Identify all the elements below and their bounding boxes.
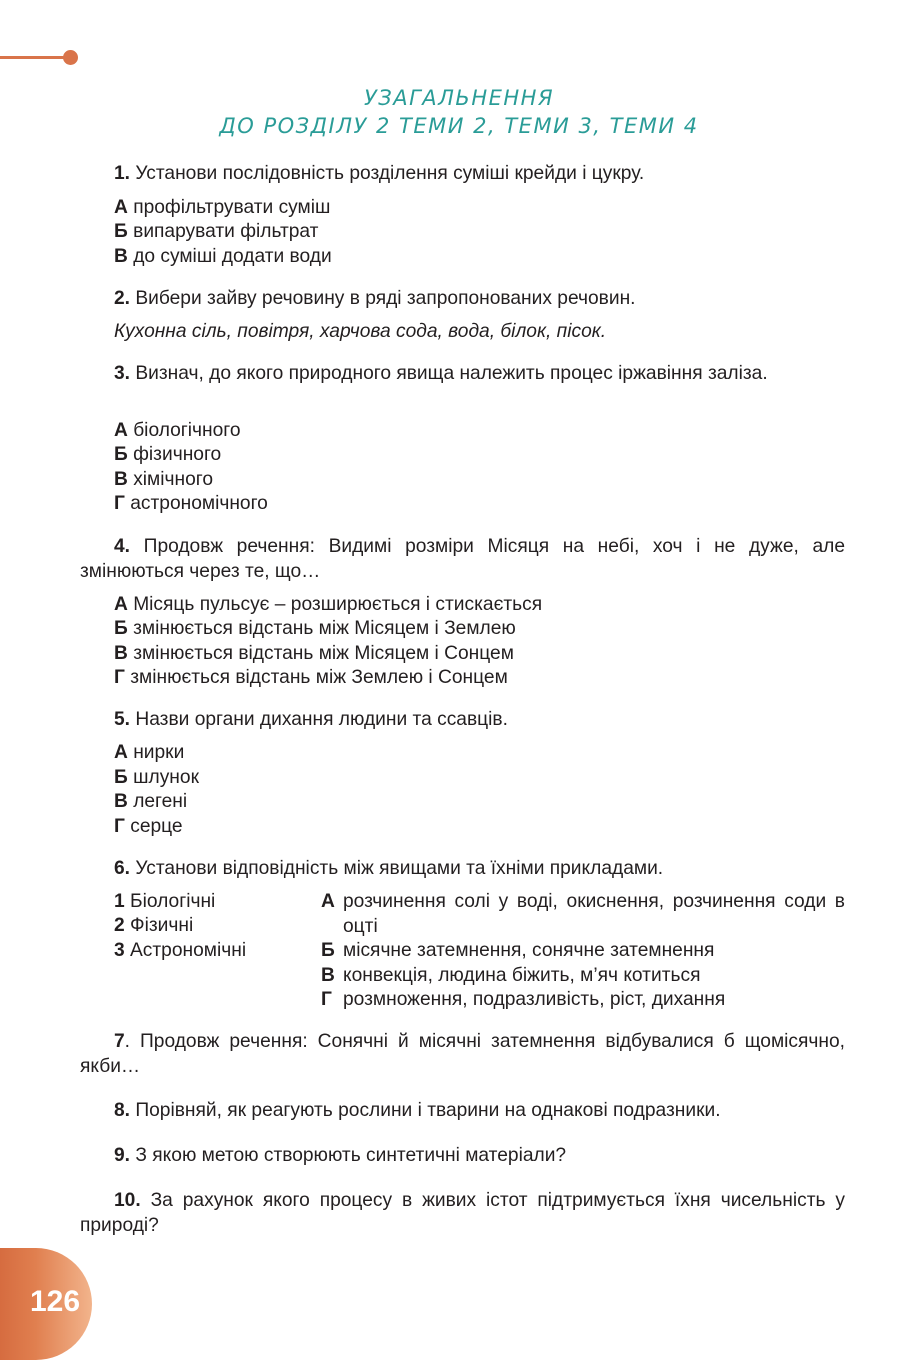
question-10 [80, 1189, 845, 1238]
item-number: 1 [114, 891, 125, 912]
match-left-item [114, 939, 246, 964]
match-left-item [114, 914, 193, 939]
option [114, 790, 187, 815]
question-2 [80, 287, 845, 312]
question-text: Назви органи дихання людини та ссавців. [130, 709, 508, 730]
match-right-item [321, 890, 845, 939]
option-text: змінюється відстань між Місяцем і Сонцем [127, 643, 514, 664]
item-letter: В [321, 965, 335, 986]
option-letter: А [114, 594, 128, 615]
item-letter: Б [321, 940, 335, 961]
option [114, 220, 318, 245]
page-number: 126 [30, 1285, 81, 1318]
question-text: . Продовж речення: Сонячні й місячні затемнення відбувалися б щомісячно, якби… [80, 1031, 845, 1077]
option [114, 196, 330, 221]
question-number: 5. [114, 709, 131, 730]
option-text: змінюється відстань між Землею і Сонцем [124, 667, 508, 688]
item-number: 2 [114, 915, 125, 936]
option-text: до суміші додати води [127, 246, 332, 267]
question-number: 4. [114, 536, 131, 557]
option-text: шлунок [127, 767, 199, 788]
option-letter: Г [114, 493, 125, 514]
option [114, 593, 542, 618]
decorative-dot [63, 50, 78, 65]
item-text: місячне затемнення, сонячне затемнення [343, 940, 715, 961]
option-letter: В [114, 791, 128, 812]
question-9 [80, 1144, 845, 1169]
item-letter: А [321, 891, 335, 912]
option-letter: В [114, 469, 128, 490]
option-letter: В [114, 643, 128, 664]
question-text: Визнач, до якого природного явища належить процес іржавіння заліза. [130, 363, 768, 384]
option [114, 245, 332, 270]
option-letter: Г [114, 816, 125, 837]
item-text: Астрономічні [124, 940, 247, 961]
match-right-item [321, 988, 845, 1013]
option-letter: Б [114, 618, 128, 639]
question-6 [80, 857, 845, 882]
question-1 [80, 162, 845, 187]
question-number: 9. [114, 1145, 131, 1166]
match-left-item [114, 890, 215, 915]
option-letter: А [114, 742, 128, 763]
option [114, 492, 268, 517]
question-text: З якою метою створюють синтетичні матеріали? [130, 1145, 567, 1166]
question-text: Установи відповідність між явищами та їхніми прикладами. [130, 858, 664, 879]
option-text: випарувати фільтрат [127, 221, 319, 242]
option-letter: А [114, 197, 128, 218]
question-text: Вибери зайву речовину в ряді запропонованих речовин. [130, 288, 636, 309]
question-text: За рахунок якого процесу в живих істот підтримується їхня чисельність у природі? [80, 1190, 845, 1236]
option [114, 419, 241, 444]
item-text: конвекція, людина біжить, м’яч котиться [343, 965, 701, 986]
question-number: 3. [114, 363, 131, 384]
option-text: астрономічного [124, 493, 268, 514]
question-number: 2. [114, 288, 131, 309]
option-text: легені [127, 791, 188, 812]
option-text: фізичного [127, 444, 222, 465]
option-text: хімічного [127, 469, 214, 490]
page-title: УЗАГАЛЬНЕННЯ [363, 86, 555, 110]
option-letter: Б [114, 767, 128, 788]
match-right-item [321, 939, 845, 964]
question-4 [80, 535, 845, 584]
question-number: 7 [114, 1031, 125, 1052]
item-text: Біологічні [124, 891, 216, 912]
decorative-line [0, 56, 66, 59]
option-text: профільтрувати суміш [127, 197, 331, 218]
option [114, 468, 213, 493]
option-letter: Б [114, 221, 128, 242]
match-right-item [321, 964, 845, 989]
question-text: Продовж речення: Видимі розміри Місяця на небі, хоч і не дуже, але змінюються через те, що… [80, 536, 845, 582]
item-text: розмноження, подразливість, ріст, дихання [343, 989, 726, 1010]
option [114, 617, 516, 642]
option-text: серце [124, 816, 183, 837]
substance-list: Кухонна сіль, повітря, харчова сода, вода, білок, пісок. [114, 321, 607, 342]
option [114, 815, 183, 840]
option [114, 443, 221, 468]
item-number: 3 [114, 940, 125, 961]
question-number: 8. [114, 1100, 131, 1121]
option-text: змінюється відстань між Місяцем і Землею [127, 618, 516, 639]
item-text: розчинення солі у воді, окиснення, розчинення соди в оцті [343, 891, 845, 937]
option [114, 642, 514, 667]
question-number: 10. [114, 1190, 141, 1211]
option-text: нирки [127, 742, 185, 763]
option [114, 741, 184, 766]
option-letter: Б [114, 444, 128, 465]
item-letter: Г [321, 989, 332, 1010]
question-number: 6. [114, 858, 131, 879]
option-text: біологічного [127, 420, 241, 441]
question-text: Порівняй, як реагують рослини і тварини на однакові подразники. [130, 1100, 721, 1121]
option [114, 766, 199, 791]
item-text: Фізичні [124, 915, 194, 936]
question-3 [80, 362, 845, 387]
option-text: Місяць пульсує – розширюється і стискається [127, 594, 543, 615]
page-subtitle: ДО РОЗДІЛУ 2 ТЕМИ 2, ТЕМИ 3, ТЕМИ 4 [219, 114, 699, 138]
question-5 [80, 708, 845, 733]
question-7 [80, 1030, 845, 1079]
option [114, 666, 508, 691]
option-letter: Г [114, 667, 125, 688]
option-letter: В [114, 246, 128, 267]
question-text: Установи послідовність розділення суміші крейди і цукру. [130, 163, 645, 184]
question-number: 1. [114, 163, 131, 184]
option-letter: А [114, 420, 128, 441]
question-8 [80, 1099, 845, 1124]
